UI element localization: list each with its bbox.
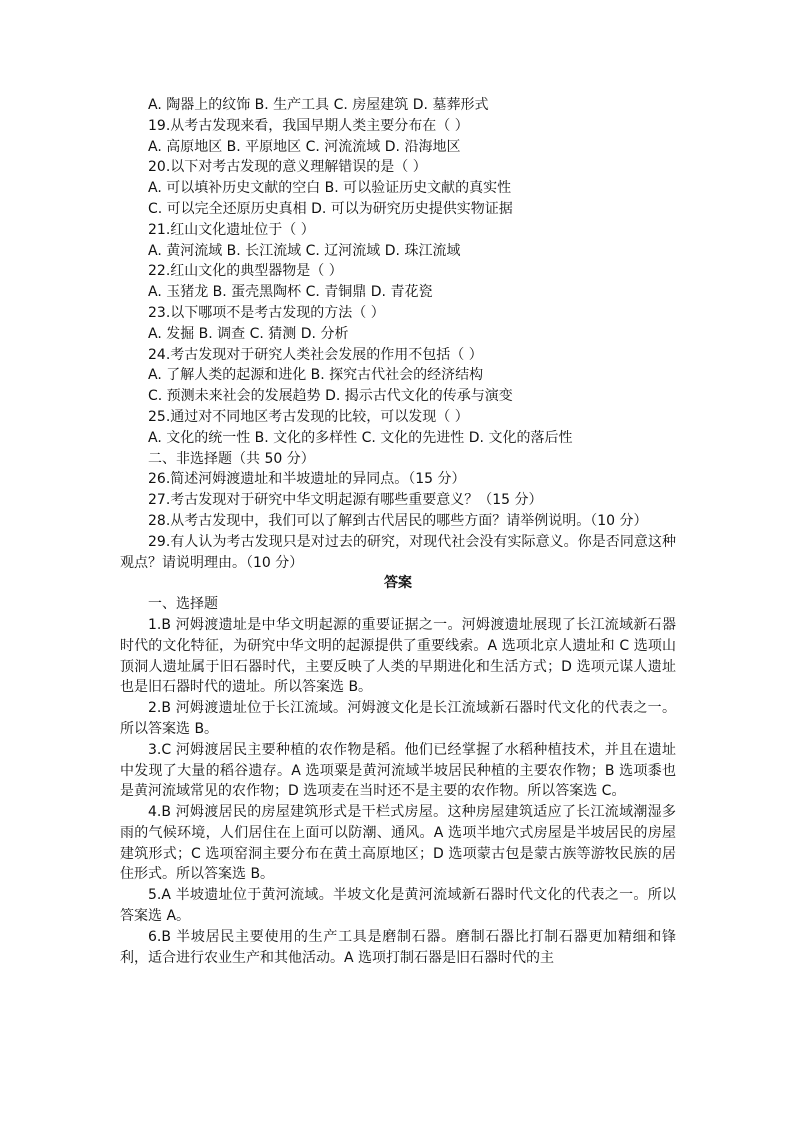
option-line: A. 文化的统一性 B. 文化的多样性 C. 文化的先进性 D. 文化的落后性	[148, 429, 573, 446]
question-line: 27.考古发现对于研究中华文明起源有哪些重要意义？（15 分）	[148, 492, 543, 509]
option-line: A. 了解人类的起源和进化 B. 探究古代社会的经济结构	[148, 367, 484, 384]
answer-paragraph: 2.B 河姆渡遗址位于长江流域。河姆渡文化是长江流域新石器时代文化的代表之一。所以答案选 B。	[120, 700, 676, 737]
option-line: C. 预测未来社会的发展趋势 D. 揭示古代文化的传承与演变	[148, 388, 513, 405]
option-line: A. 发掘 B. 调查 C. 猜测 D. 分析	[148, 325, 349, 342]
option-line: A. 玉猪龙 B. 蛋壳黑陶杯 C. 青铜鼎 D. 青花瓷	[148, 284, 433, 301]
option-line: C. 可以完全还原历史真相 D. 可以为研究历史提供实物证据	[148, 200, 513, 217]
answer-paragraph: 6.B 半坡居民主要使用的生产工具是磨制石器。磨制石器比打制石器更加精细和锋利，适合进行农业生产和其他活动。A 选项打制石器是旧石器时代的主	[120, 928, 676, 966]
answer-paragraph: 3.C 河姆渡居民主要种植的农作物是稻。他们已经掌握了水稻种植技术，并且在遗址中发现了大量的稻谷遗存。A 选项粟是黄河流域半坡居民种植的主要农作物；B 选项黍也是黄河流域常见的农作物；D 选项麦在当时还不是主要的农作物。所以答案选 C。	[120, 741, 676, 800]
question-line: 23.以下哪项不是考古发现的方法（ ）	[148, 304, 385, 321]
option-line: A. 黄河流域 B. 长江流域 C. 辽河流域 D. 珠江流域	[148, 242, 461, 259]
option-line: A. 可以填补历史文献的空白 B. 可以验证历史文献的真实性	[148, 180, 512, 197]
question-line: 20.以下对考古发现的意义理解错误的是（ ）	[148, 159, 427, 176]
question-line: 25.通过对不同地区考古发现的比较，可以发现（ ）	[148, 408, 469, 425]
answer-title: 答案	[384, 575, 412, 592]
document-page	[120, 95, 676, 968]
answer-paragraph: 4.B 河姆渡居民的房屋建筑形式是干栏式房屋。这种房屋建筑适应了长江流域潮湿多雨的气候环境，人们居住在上面可以防潮、通风。A 选项半地穴式房屋是半坡居民的房屋建筑形式；C 选项窑洞主要分布在黄土高原地区；D 选项蒙古包是蒙古族等游牧民族的居住形式。所以答案选 B。	[120, 804, 676, 883]
question-line: 22.红山文化的典型器物是（ ）	[148, 263, 343, 280]
question-line: 19.从考古发现来看，我国早期人类主要分布在（ ）	[148, 117, 469, 134]
option-line: A. 陶器上的纹饰 B. 生产工具 C. 房屋建筑 D. 墓葬形式	[148, 97, 489, 113]
question-line: 21.红山文化遗址位于（ ）	[148, 221, 315, 238]
question-28: 28.从考古发现中，我们可以了解到古代居民的哪些方面？请举例说明。（10 分）	[148, 512, 648, 529]
section-heading: 二、非选择题（共 50 分）	[148, 450, 315, 467]
answer-paragraph: 1.B 河姆渡遗址是中华文明起源的重要证据之一。河姆渡遗址展现了长江流域新石器时代的文化特征，为研究中华文明的起源提供了重要线索。A 选项北京人遗址和 C 选项山顶洞人遗址属于旧石器时代，主要反映了人类的早期进化和生活方式；D 选项元谋人遗址也是旧石器时代的遗址。所以答案选 B。	[120, 616, 676, 696]
option-line: A. 高原地区 B. 平原地区 C. 河流流域 D. 沿海地区	[148, 138, 461, 155]
question-line: 24.考古发现对于研究人类社会发展的作用不包括（ ）	[148, 346, 483, 363]
answer-paragraph: 5.A 半坡遗址位于黄河流域。半坡文化是黄河流域新石器时代文化的代表之一。所以答案选 A。	[120, 887, 676, 925]
question-29: 29.有人认为考古发现只是对过去的研究，对现代社会没有实际意义。你是否同意这种观点？请说明理由。（10 分）	[120, 533, 676, 571]
question-line: 26.简述河姆渡遗址和半坡遗址的异同点。（15 分）	[148, 471, 466, 488]
answer-section-heading: 一、选择题	[148, 596, 218, 613]
